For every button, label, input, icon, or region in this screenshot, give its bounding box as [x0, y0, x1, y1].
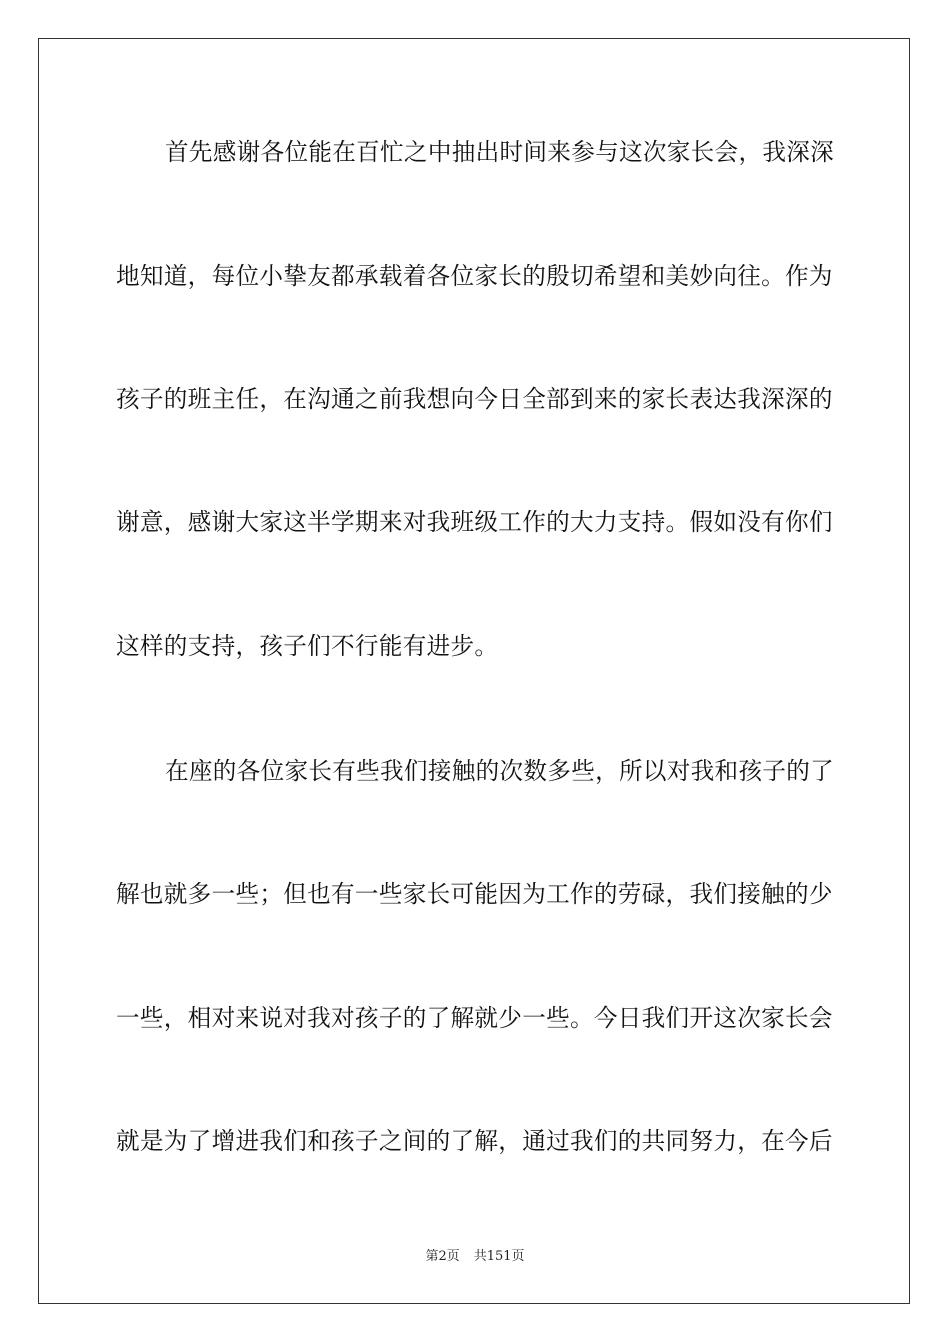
text-line: 谢意，感谢大家这半学期来对我班级工作的大力支持。假如没有你们: [116, 508, 833, 536]
page-total: 共151页: [473, 1249, 525, 1264]
page-border: [38, 38, 910, 1304]
page-number: 第2页: [425, 1249, 460, 1264]
text-line: 一些，相对来说对我对孩子的了解就少一些。今日我们开这次家长会: [116, 1004, 833, 1032]
page-footer: [0, 1248, 950, 1266]
text-line: 就是为了增进我们和孩子之间的了解，通过我们的共同努力，在今后: [116, 1127, 833, 1155]
text-line: 孩子的班主任，在沟通之前我想向今日全部到来的家长表达我深深的: [116, 385, 833, 413]
text-line: 这样的支持，孩子们不行能有进步。: [116, 632, 499, 660]
text-line: 地知道，每位小挚友都承载着各位家长的殷切希望和美妙向往。作为: [116, 262, 833, 290]
text-line: 在座的各位家长有些我们接触的次数多些，所以对我和孩子的了: [165, 757, 835, 785]
text-line: 解也就多一些；但也有一些家长可能因为工作的劳碌，我们接触的少: [116, 880, 833, 908]
text-line: 首先感谢各位能在百忙之中抽出时间来参与这次家长会，我深深: [165, 138, 835, 166]
